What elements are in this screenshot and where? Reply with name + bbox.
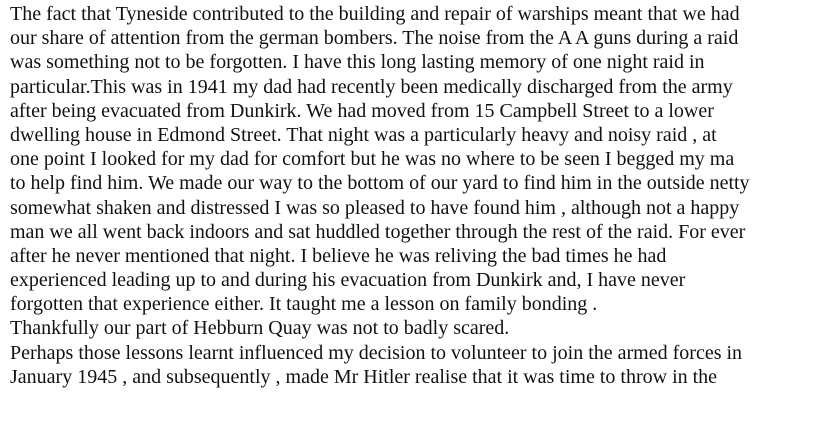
text-line: January 1945 , and subsequently , made Mr Hitler realise that it was time to throw in the [10, 365, 718, 388]
text-line: The fact that Tyneside contributed to the building and repair of warships meant that we had [10, 3, 740, 25]
text-line: was something not to be forgotten. I have this long lasting memory of one night raid in [10, 51, 705, 74]
document-text-block [10, 2, 822, 389]
text-line: Thankfully our part of Hebburn Quay was not to badly scared. [10, 317, 510, 340]
text-line: somewhat shaken and distressed I was so pleased to have found him , although not a happy [10, 196, 740, 219]
text-line: particular.This was in 1941 my dad had recently been medically discharged from the army [10, 75, 733, 98]
text-line: to help find him. We made our way to the bottom of our yard to find him in the outside netty [10, 172, 750, 195]
text-line: man we all went back indoors and sat huddled together through the rest of the raid. For ever [10, 220, 746, 243]
text-line: experienced leading up to and during his evacuation from Dunkirk and, I have never [10, 269, 686, 292]
text-line: dwelling house in Edmond Street. That night was a particularly heavy and noisy raid , at [10, 123, 717, 146]
text-line: one point I looked for my dad for comfort but he was no where to be seen I begged my ma [10, 148, 735, 171]
text-line: our share of attention from the german bombers. The noise from the A A guns during a raid [10, 27, 739, 50]
text-line: forgotten that experience either. It taught me a lesson on family bonding . [10, 293, 598, 316]
text-line: after being evacuated from Dunkirk. We had moved from 15 Campbell Street to a lower [10, 99, 714, 122]
text-line: after he never mentioned that night. I believe he was reliving the bad times he had [10, 244, 667, 267]
text-line: Perhaps those lessons learnt influenced my decision to volunteer to join the armed forces in [10, 341, 743, 364]
